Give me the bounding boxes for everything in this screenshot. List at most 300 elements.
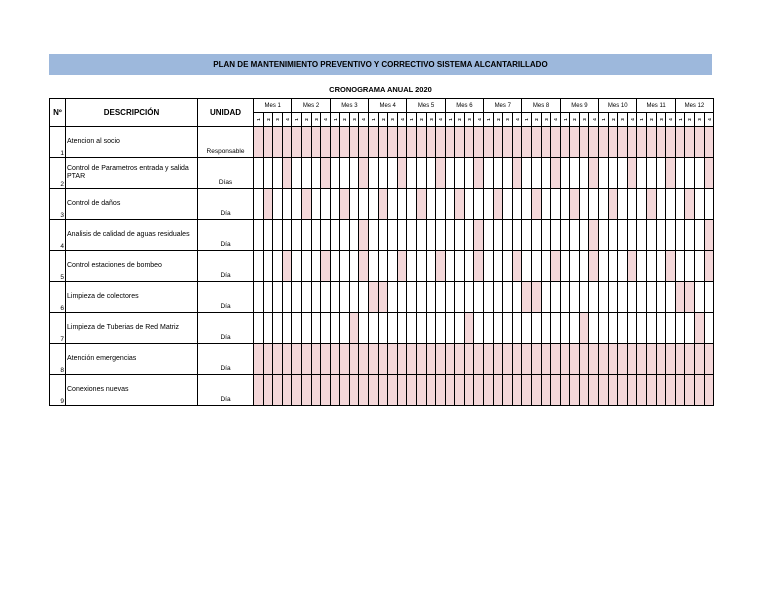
- week-cell: [388, 220, 398, 251]
- week-cell: [560, 220, 570, 251]
- scheduled-week-cell: [397, 158, 407, 189]
- scheduled-week-cell: [321, 344, 331, 375]
- week-cell: [301, 313, 311, 344]
- week-header: [531, 113, 541, 127]
- scheduled-week-cell: [474, 127, 484, 158]
- week-cell: [273, 282, 283, 313]
- scheduled-week-cell: [359, 158, 369, 189]
- page-title: PLAN DE MANTENIMIENTO PREVENTIVO Y CORRECTIVO SISTEMA ALCANTARILLADO: [49, 54, 712, 75]
- week-cell: [321, 189, 331, 220]
- week-cell: [675, 313, 685, 344]
- scheduled-week-cell: [273, 375, 283, 406]
- scheduled-week-cell: [359, 344, 369, 375]
- week-header-label: 4: [476, 118, 482, 121]
- scheduled-week-cell: [378, 344, 388, 375]
- week-cell: [637, 158, 647, 189]
- week-cell: [388, 251, 398, 282]
- week-cell: [330, 220, 340, 251]
- scheduled-week-cell: [503, 127, 513, 158]
- scheduled-week-cell: [685, 127, 695, 158]
- week-cell: [503, 313, 513, 344]
- week-cell: [694, 158, 704, 189]
- activity-row: [50, 158, 714, 189]
- week-cell: [263, 313, 273, 344]
- week-header-label: 2: [457, 118, 463, 121]
- week-header: [436, 113, 446, 127]
- scheduled-week-cell: [378, 127, 388, 158]
- week-cell: [579, 282, 589, 313]
- week-cell: [388, 189, 398, 220]
- week-cell: [464, 189, 474, 220]
- week-cell: [551, 282, 561, 313]
- row-number: 2: [50, 158, 66, 189]
- week-cell: [646, 158, 656, 189]
- week-cell: [608, 313, 618, 344]
- week-header: [474, 113, 484, 127]
- week-header-label: 4: [629, 118, 635, 121]
- week-cell: [407, 189, 417, 220]
- week-cell: [407, 158, 417, 189]
- scheduled-week-cell: [464, 375, 474, 406]
- month-header: Mes 11: [637, 99, 675, 113]
- scheduled-week-cell: [378, 282, 388, 313]
- week-cell: [292, 158, 302, 189]
- activity-unit: Día: [198, 189, 254, 220]
- scheduled-week-cell: [330, 375, 340, 406]
- week-header-label: 1: [524, 118, 530, 121]
- week-cell: [599, 220, 609, 251]
- scheduled-week-cell: [436, 375, 446, 406]
- week-header-label: 4: [706, 118, 712, 121]
- activity-row: [50, 313, 714, 344]
- activity-description: Atención emergencias: [66, 344, 198, 375]
- week-cell: [618, 313, 628, 344]
- week-header-label: 4: [361, 118, 367, 121]
- week-header-label: 3: [274, 118, 280, 121]
- week-cell: [589, 313, 599, 344]
- week-cell: [599, 189, 609, 220]
- week-header: [484, 113, 494, 127]
- week-header-label: 2: [610, 118, 616, 121]
- scheduled-week-cell: [512, 127, 522, 158]
- week-cell: [263, 282, 273, 313]
- scheduled-week-cell: [455, 344, 465, 375]
- week-cell: [416, 251, 426, 282]
- week-cell: [675, 220, 685, 251]
- week-cell: [301, 158, 311, 189]
- week-cell: [637, 282, 647, 313]
- scheduled-week-cell: [599, 375, 609, 406]
- row-number: 3: [50, 189, 66, 220]
- scheduled-week-cell: [656, 127, 666, 158]
- row-number: 1: [50, 127, 66, 158]
- week-header: [464, 113, 474, 127]
- scheduled-week-cell: [493, 189, 503, 220]
- scheduled-week-cell: [704, 127, 714, 158]
- week-cell: [349, 189, 359, 220]
- week-cell: [599, 158, 609, 189]
- week-header: [378, 113, 388, 127]
- week-cell: [263, 220, 273, 251]
- week-header-label: 4: [552, 118, 558, 121]
- month-header: Mes 1: [254, 99, 292, 113]
- scheduled-week-cell: [694, 313, 704, 344]
- week-cell: [694, 251, 704, 282]
- scheduled-week-cell: [263, 127, 273, 158]
- week-cell: [618, 282, 628, 313]
- scheduled-week-cell: [685, 344, 695, 375]
- scheduled-week-cell: [589, 344, 599, 375]
- week-cell: [321, 220, 331, 251]
- row-number: 5: [50, 251, 66, 282]
- scheduled-week-cell: [254, 375, 264, 406]
- scheduled-week-cell: [560, 375, 570, 406]
- week-cell: [570, 313, 580, 344]
- week-cell: [493, 282, 503, 313]
- scheduled-week-cell: [522, 282, 532, 313]
- week-cell: [282, 189, 292, 220]
- scheduled-week-cell: [416, 127, 426, 158]
- week-cell: [484, 158, 494, 189]
- scheduled-week-cell: [599, 127, 609, 158]
- week-cell: [608, 282, 618, 313]
- week-cell: [254, 313, 264, 344]
- scheduled-week-cell: [618, 375, 628, 406]
- week-cell: [656, 189, 666, 220]
- scheduled-week-cell: [301, 375, 311, 406]
- week-cell: [503, 189, 513, 220]
- scheduled-week-cell: [282, 344, 292, 375]
- scheduled-week-cell: [579, 375, 589, 406]
- scheduled-week-cell: [464, 127, 474, 158]
- schedule-table: [49, 98, 714, 406]
- week-cell: [436, 282, 446, 313]
- scheduled-week-cell: [512, 158, 522, 189]
- scheduled-week-cell: [704, 220, 714, 251]
- scheduled-week-cell: [694, 127, 704, 158]
- scheduled-week-cell: [321, 251, 331, 282]
- week-cell: [311, 282, 321, 313]
- week-cell: [484, 313, 494, 344]
- week-cell: [627, 189, 637, 220]
- week-cell: [445, 220, 455, 251]
- week-cell: [685, 251, 695, 282]
- week-cell: [570, 251, 580, 282]
- week-header: [675, 113, 685, 127]
- week-cell: [349, 282, 359, 313]
- activity-unit: Día: [198, 375, 254, 406]
- scheduled-week-cell: [666, 127, 676, 158]
- scheduled-week-cell: [493, 127, 503, 158]
- scheduled-week-cell: [560, 344, 570, 375]
- week-header-label: 4: [322, 118, 328, 121]
- scheduled-week-cell: [608, 375, 618, 406]
- month-header: Mes 2: [292, 99, 330, 113]
- week-cell: [426, 282, 436, 313]
- scheduled-week-cell: [455, 127, 465, 158]
- week-cell: [455, 220, 465, 251]
- scheduled-week-cell: [541, 375, 551, 406]
- scheduled-week-cell: [321, 375, 331, 406]
- scheduled-week-cell: [531, 375, 541, 406]
- scheduled-week-cell: [388, 375, 398, 406]
- week-header-label: 1: [562, 118, 568, 121]
- week-cell: [541, 251, 551, 282]
- week-cell: [397, 189, 407, 220]
- scheduled-week-cell: [340, 344, 350, 375]
- week-cell: [694, 189, 704, 220]
- scheduled-week-cell: [531, 344, 541, 375]
- scheduled-week-cell: [685, 282, 695, 313]
- scheduled-week-cell: [551, 375, 561, 406]
- week-header: [541, 113, 551, 127]
- month-header: Mes 10: [599, 99, 637, 113]
- week-cell: [455, 282, 465, 313]
- scheduled-week-cell: [522, 127, 532, 158]
- week-cell: [445, 158, 455, 189]
- scheduled-week-cell: [560, 127, 570, 158]
- week-cell: [445, 251, 455, 282]
- week-cell: [704, 282, 714, 313]
- scheduled-week-cell: [359, 127, 369, 158]
- week-header: [282, 113, 292, 127]
- scheduled-week-cell: [618, 127, 628, 158]
- scheduled-week-cell: [282, 127, 292, 158]
- week-header-label: 3: [543, 118, 549, 121]
- week-cell: [330, 158, 340, 189]
- week-cell: [416, 158, 426, 189]
- week-cell: [656, 313, 666, 344]
- scheduled-week-cell: [541, 344, 551, 375]
- scheduled-week-cell: [263, 375, 273, 406]
- week-cell: [407, 251, 417, 282]
- scheduled-week-cell: [474, 375, 484, 406]
- scheduled-week-cell: [292, 344, 302, 375]
- scheduled-week-cell: [531, 282, 541, 313]
- row-number: 8: [50, 344, 66, 375]
- week-cell: [330, 189, 340, 220]
- scheduled-week-cell: [407, 127, 417, 158]
- week-cell: [455, 313, 465, 344]
- scheduled-week-cell: [455, 375, 465, 406]
- scheduled-week-cell: [330, 344, 340, 375]
- week-cell: [301, 220, 311, 251]
- scheduled-week-cell: [378, 189, 388, 220]
- week-cell: [254, 220, 264, 251]
- week-cell: [608, 251, 618, 282]
- week-cell: [436, 220, 446, 251]
- week-header: [503, 113, 513, 127]
- week-cell: [541, 220, 551, 251]
- week-cell: [426, 158, 436, 189]
- week-cell: [397, 220, 407, 251]
- week-cell: [646, 220, 656, 251]
- scheduled-week-cell: [512, 344, 522, 375]
- scheduled-week-cell: [311, 344, 321, 375]
- scheduled-week-cell: [369, 344, 379, 375]
- scheduled-week-cell: [292, 375, 302, 406]
- month-header: Mes 6: [445, 99, 483, 113]
- week-header: [388, 113, 398, 127]
- scheduled-week-cell: [292, 127, 302, 158]
- week-cell: [263, 158, 273, 189]
- week-cell: [282, 313, 292, 344]
- scheduled-week-cell: [627, 158, 637, 189]
- week-cell: [503, 158, 513, 189]
- scheduled-week-cell: [349, 313, 359, 344]
- week-cell: [666, 282, 676, 313]
- week-cell: [522, 313, 532, 344]
- week-header-label: 4: [667, 118, 673, 121]
- scheduled-week-cell: [388, 344, 398, 375]
- week-cell: [445, 189, 455, 220]
- scheduled-week-cell: [397, 375, 407, 406]
- week-header-label: 3: [313, 118, 319, 121]
- week-cell: [349, 251, 359, 282]
- week-cell: [464, 282, 474, 313]
- scheduled-week-cell: [426, 127, 436, 158]
- week-cell: [627, 313, 637, 344]
- week-header-label: 1: [600, 118, 606, 121]
- week-cell: [637, 220, 647, 251]
- schedule-subtitle: CRONOGRAMA ANUAL 2020: [329, 85, 432, 94]
- scheduled-week-cell: [656, 344, 666, 375]
- scheduled-week-cell: [579, 344, 589, 375]
- scheduled-week-cell: [416, 189, 426, 220]
- activity-description: Analisis de calidad de aguas residuales: [66, 220, 198, 251]
- week-cell: [254, 189, 264, 220]
- week-cell: [522, 251, 532, 282]
- week-header: [445, 113, 455, 127]
- scheduled-week-cell: [599, 344, 609, 375]
- activity-description: Limpieza de Tuberias de Red Matriz: [66, 313, 198, 344]
- scheduled-week-cell: [311, 375, 321, 406]
- week-cell: [292, 282, 302, 313]
- scheduled-week-cell: [484, 375, 494, 406]
- week-cell: [503, 282, 513, 313]
- week-cell: [273, 189, 283, 220]
- week-cell: [608, 158, 618, 189]
- scheduled-week-cell: [551, 251, 561, 282]
- week-cell: [407, 313, 417, 344]
- week-cell: [503, 251, 513, 282]
- week-header: [273, 113, 283, 127]
- week-cell: [579, 220, 589, 251]
- scheduled-week-cell: [349, 127, 359, 158]
- week-cell: [570, 220, 580, 251]
- scheduled-week-cell: [407, 375, 417, 406]
- week-header: [426, 113, 436, 127]
- week-header-label: 1: [255, 118, 261, 121]
- scheduled-week-cell: [637, 344, 647, 375]
- week-cell: [416, 313, 426, 344]
- week-cell: [388, 158, 398, 189]
- week-cell: [292, 313, 302, 344]
- week-cell: [311, 251, 321, 282]
- week-header-label: 2: [418, 118, 424, 121]
- week-header: [694, 113, 704, 127]
- week-cell: [493, 313, 503, 344]
- week-cell: [397, 313, 407, 344]
- week-header-label: 1: [332, 118, 338, 121]
- week-cell: [656, 251, 666, 282]
- activity-description: Atencion al socio: [66, 127, 198, 158]
- scheduled-week-cell: [369, 127, 379, 158]
- week-cell: [321, 282, 331, 313]
- activity-description: Control de daños: [66, 189, 198, 220]
- activity-description: Control estaciones de bombeo: [66, 251, 198, 282]
- week-header-label: 2: [380, 118, 386, 121]
- week-cell: [675, 251, 685, 282]
- scheduled-week-cell: [445, 375, 455, 406]
- week-cell: [445, 313, 455, 344]
- scheduled-week-cell: [675, 282, 685, 313]
- week-cell: [541, 189, 551, 220]
- week-header-label: 2: [648, 118, 654, 121]
- month-header: Mes 5: [407, 99, 445, 113]
- week-cell: [464, 158, 474, 189]
- week-cell: [340, 158, 350, 189]
- week-cell: [685, 158, 695, 189]
- scheduled-week-cell: [637, 127, 647, 158]
- week-cell: [666, 189, 676, 220]
- activity-description: Limpieza de colectores: [66, 282, 198, 313]
- week-header-label: 2: [303, 118, 309, 121]
- activity-unit: Responsable: [198, 127, 254, 158]
- scheduled-week-cell: [282, 375, 292, 406]
- scheduled-week-cell: [627, 375, 637, 406]
- week-cell: [311, 158, 321, 189]
- scheduled-week-cell: [359, 220, 369, 251]
- week-cell: [675, 158, 685, 189]
- week-header: [407, 113, 417, 127]
- week-cell: [474, 313, 484, 344]
- week-cell: [685, 313, 695, 344]
- week-cell: [618, 220, 628, 251]
- week-cell: [455, 251, 465, 282]
- week-header-label: 3: [658, 118, 664, 121]
- week-cell: [378, 313, 388, 344]
- week-header-label: 3: [428, 118, 434, 121]
- scheduled-week-cell: [493, 344, 503, 375]
- scheduled-week-cell: [637, 375, 647, 406]
- scheduled-week-cell: [474, 158, 484, 189]
- week-cell: [579, 189, 589, 220]
- scheduled-week-cell: [589, 220, 599, 251]
- week-cell: [618, 158, 628, 189]
- week-cell: [551, 220, 561, 251]
- scheduled-week-cell: [589, 127, 599, 158]
- month-header: Mes 12: [675, 99, 713, 113]
- scheduled-week-cell: [464, 344, 474, 375]
- week-header: [254, 113, 264, 127]
- week-cell: [560, 189, 570, 220]
- activity-unit: Día: [198, 313, 254, 344]
- week-cell: [493, 251, 503, 282]
- week-cell: [330, 251, 340, 282]
- scheduled-week-cell: [704, 375, 714, 406]
- week-cell: [531, 313, 541, 344]
- scheduled-week-cell: [522, 375, 532, 406]
- week-cell: [273, 220, 283, 251]
- week-cell: [301, 282, 311, 313]
- scheduled-week-cell: [359, 375, 369, 406]
- week-cell: [675, 189, 685, 220]
- week-cell: [599, 282, 609, 313]
- row-number: 7: [50, 313, 66, 344]
- week-header-label: 2: [265, 118, 271, 121]
- week-cell: [694, 282, 704, 313]
